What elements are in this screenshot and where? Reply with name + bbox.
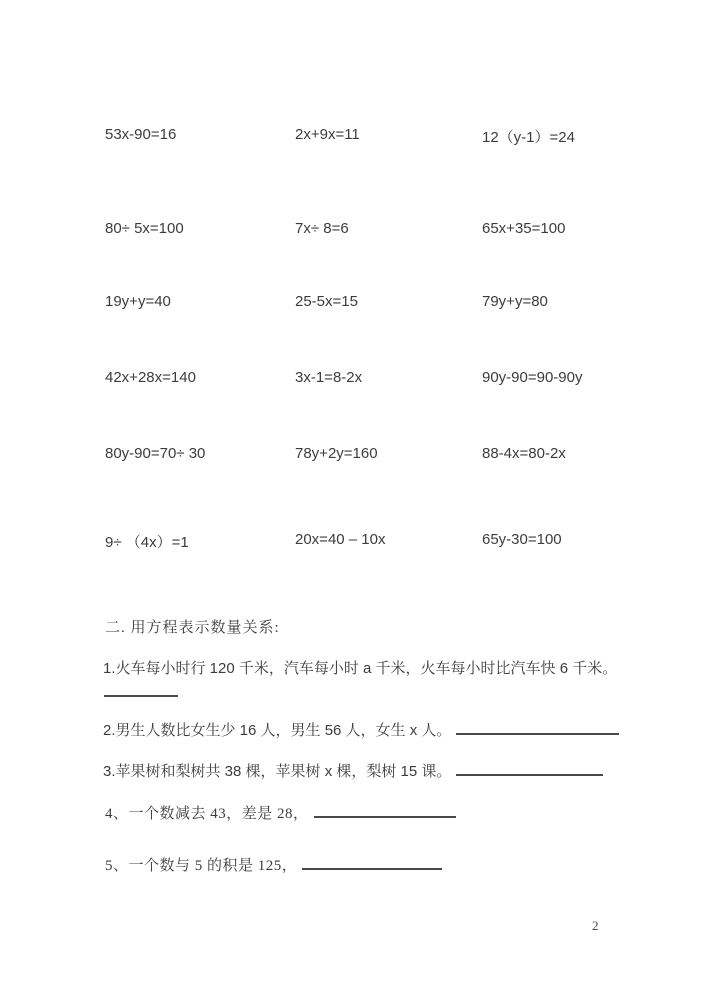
equation: 19y+y=40 [105, 293, 171, 310]
equation-row-1 [105, 126, 707, 148]
problem-2-text: 2.男生人数比女生少 16 人，男生 56 人，女生 x 人。 [103, 722, 452, 739]
equation-row-4 [105, 369, 707, 391]
answer-blank-3 [456, 760, 603, 776]
equation: 2x+9x=11 [295, 126, 360, 143]
equation: 80y-90=70÷ 30 [105, 445, 206, 462]
equation: 79y+y=80 [482, 293, 548, 310]
problem-4-text: 4、一个数减去 43，差是 28， [105, 806, 309, 822]
equation: 65y-30=100 [482, 531, 562, 548]
answer-blank-5 [302, 854, 442, 870]
equation: 88-4x=80-2x [482, 445, 566, 462]
equation: 7x÷ 8=6 [295, 220, 349, 237]
equation: 20x=40 – 10x [295, 531, 386, 548]
equation: 53x-90=16 [105, 126, 177, 143]
problem-1-text: 1.火车每小时行 120 千米，汽车每小时 a 千米，火车每小时比汽车快 6 千米。 [103, 660, 618, 677]
equation: 12（y-1）=24 [482, 129, 575, 146]
problem-3 [103, 760, 603, 781]
equation: 3x-1=8-2x [295, 369, 363, 386]
equation-row-3 [105, 293, 707, 315]
answer-blank-1 [104, 681, 178, 697]
section-heading: 二. 用方程表示数量关系: [105, 620, 280, 636]
equation: 42x+28x=140 [105, 369, 196, 386]
equation-row-2 [105, 220, 707, 242]
equation: 25-5x=15 [295, 293, 358, 310]
equation: 65x+35=100 [482, 220, 566, 237]
answer-blank-2 [456, 719, 619, 735]
problem-1 [103, 657, 617, 678]
equation: 9÷ （4x）=1 [105, 534, 189, 551]
problem-5-text: 5、一个数与 5 的积是 125， [105, 858, 298, 874]
equation-row-5 [105, 445, 707, 467]
answer-blank-4 [314, 802, 456, 818]
page-number: 2 [592, 918, 599, 933]
problem-4 [105, 802, 456, 823]
equation-row-6 [105, 531, 707, 553]
equation: 90y-90=90-90y [482, 369, 583, 386]
problem-5 [105, 854, 442, 875]
equation: 78y+2y=160 [295, 445, 378, 462]
problem-2 [103, 719, 619, 740]
equation: 80÷ 5x=100 [105, 220, 184, 237]
problem-3-text: 3.苹果树和梨树共 38 棵，苹果树 x 棵，梨树 15 课。 [103, 763, 452, 780]
